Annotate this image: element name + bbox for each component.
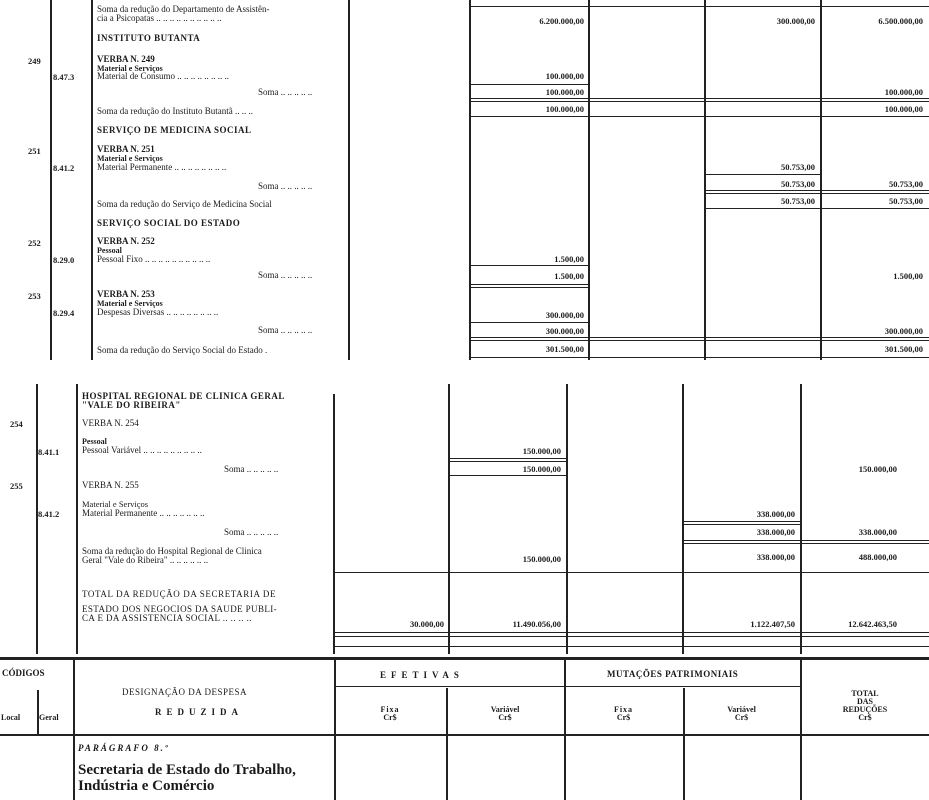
verba-255: VERBA N. 255 xyxy=(82,480,139,490)
geral-8412: 8.41.2 xyxy=(53,163,75,173)
verba-251: VERBA N. 251 xyxy=(97,144,155,154)
social-title: SERVIÇO SOCIAL DO ESTADO xyxy=(97,218,241,228)
total-line1: TOTAL DA REDUÇÃO DA SECRETARIA DE xyxy=(82,589,277,599)
header-variavel-crs: Cr$ xyxy=(498,713,512,722)
header-variavel-mp-crs: Cr$ xyxy=(734,713,749,722)
v-254: 150.000,00 xyxy=(522,446,561,456)
mp-255: 338.000,00 xyxy=(756,509,795,519)
pessoal-252: Pessoal xyxy=(97,246,122,255)
soma-butanta-total: 100.000,00 xyxy=(884,104,923,114)
code-255: 255 xyxy=(10,481,23,491)
header-reduzida: REDUZIDA xyxy=(155,707,244,717)
header-fixa-mp-crs: Cr$ xyxy=(616,713,631,722)
soma-hosp-line1: Soma da redução do Hospital Regional de Clinica xyxy=(82,546,262,556)
soma-251-label: Soma .. .. .. .. .. xyxy=(258,181,313,191)
butanta-title: INSTITUTO BUTANTA xyxy=(97,33,201,43)
total-line3: CA E DA ASSISTENCIA SOCIAL .. .. .. .. xyxy=(82,613,252,623)
header-total-1: TOTAL xyxy=(851,689,879,698)
header-variavel: Variável xyxy=(490,705,520,714)
soma-social: Soma da redução do Serviço Social do Estado . xyxy=(97,345,268,355)
soma-dep-line2: cia a Psicopatas .. .. .. .. .. .. .. .. .. .. xyxy=(97,13,222,23)
verba-253: VERBA N. 253 xyxy=(97,289,155,299)
verba-249: VERBA N. 249 xyxy=(97,54,155,64)
header-total-3: REDUÇÕES xyxy=(842,705,888,714)
soma-hosp-v: 150.000,00 xyxy=(522,554,561,564)
mat-consumo: Material de Consumo .. .. .. .. .. .. .. .. xyxy=(97,71,229,81)
pessoal-fixo: Pessoal Fixo .. .. .. .. .. .. .. .. .. .. xyxy=(97,254,211,264)
soma-hosp-mp: 338.000,00 xyxy=(756,552,795,562)
soma-253-label: Soma .. .. .. .. .. xyxy=(258,325,313,335)
secretaria-title-2: Indústria e Comércio xyxy=(78,778,215,794)
soma-249-label: Soma .. .. .. .. .. xyxy=(258,87,313,97)
geral-8290: 8.29.0 xyxy=(53,255,75,265)
soma-253-v: 300.000,00 xyxy=(545,326,584,336)
soma-251-total: 50.753,00 xyxy=(889,179,923,189)
soma-254-v: 150.000,00 xyxy=(522,464,561,474)
mat-perm-255: Material Permanente .. .. .. .. .. .. .. xyxy=(82,508,205,518)
total-mutacao: 1.122.407,50 xyxy=(750,619,795,629)
geral-8411: 8.41.1 xyxy=(38,447,60,457)
soma-249-v: 100.000,00 xyxy=(545,87,584,97)
header-fixa-crs: Cr$ xyxy=(383,713,397,722)
soma-253-total: 300.000,00 xyxy=(884,326,923,336)
mat-perm-251: Material Permanente .. .. .. .. .. .. .. .. xyxy=(97,162,227,172)
v-252: 1.500,00 xyxy=(554,254,584,264)
soma-255-mp: 338.000,00 xyxy=(756,527,795,537)
header-efetivas: EFETIVAS xyxy=(380,670,464,680)
soma-dep-line1: Soma da redução do Departamento de Assistên- xyxy=(97,4,270,14)
code-251: 251 xyxy=(28,146,41,156)
hosp-title-2: "VALE DO RIBEIRA" xyxy=(82,400,181,410)
pessoal-variavel: Pessoal Variável .. .. .. .. .. .. .. .. .. xyxy=(82,445,202,455)
header-codigos: CÓDIGOS xyxy=(2,668,45,678)
code-252: 252 xyxy=(28,238,41,248)
v-249: 100.000,00 xyxy=(545,71,584,81)
total-total: 12.642.463,50 xyxy=(848,619,897,629)
header-fixa: Fixa xyxy=(380,705,400,714)
code-249: 249 xyxy=(28,56,41,66)
soma-medicina-mp: 50.753,00 xyxy=(781,196,815,206)
soma-hosp-total: 488.000,00 xyxy=(858,552,897,562)
geral-8294: 8.29.4 xyxy=(53,308,75,318)
paragrafo-heading: PARÁGRAFO 8.º xyxy=(78,743,170,753)
total-line2: ESTADO DOS NEGOCIOS DA SAUDE PUBLI- xyxy=(82,604,278,614)
geral-8473: 8.47.3 xyxy=(53,72,75,82)
soma-dep-variavel: 6.200.000,00 xyxy=(539,16,584,26)
header-designacao: DESIGNAÇÃO DA DESPESA xyxy=(122,687,248,697)
soma-dep-mutacao: 300.000,00 xyxy=(776,16,815,26)
mp-251: 50.753,00 xyxy=(781,162,815,172)
mat-serv-249: Material e Serviços xyxy=(97,64,163,73)
mat-serv-251: Material e Serviços xyxy=(97,154,163,163)
mat-serv-253: Material e Serviços xyxy=(97,299,163,308)
header-total-2: DAS xyxy=(856,697,873,706)
header-total-4: Cr$ xyxy=(858,713,872,722)
soma-252-total: 1.500,00 xyxy=(893,271,923,281)
header-geral: Geral xyxy=(39,713,59,722)
soma-252-label: Soma .. .. .. .. .. xyxy=(258,270,313,280)
verba-252: VERBA N. 252 xyxy=(97,236,155,246)
pessoal-254: Pessoal xyxy=(82,437,107,446)
hosp-title-1: HOSPITAL REGIONAL DE CLINICA GERAL xyxy=(82,391,285,401)
soma-social-total: 301.500,00 xyxy=(884,344,923,354)
despesas-diversas: Despesas Diversas .. .. .. .. .. .. .. .. xyxy=(97,307,219,317)
soma-butanta: Soma da redução do Instituto Butantã .. .. .. xyxy=(97,106,253,116)
total-variavel: 11.490.056,00 xyxy=(512,619,561,629)
soma-dep-total: 6.500.000,00 xyxy=(878,16,923,26)
soma-255-total: 338.000,00 xyxy=(858,527,897,537)
soma-social-v: 301.500,00 xyxy=(545,344,584,354)
soma-hosp-line2: Geral "Vale do Ribeira" .. .. .. .. .. .. xyxy=(82,555,209,565)
code-254: 254 xyxy=(10,419,23,429)
soma-255-label: Soma .. .. .. .. .. xyxy=(224,527,279,537)
secretaria-title-1: Secretaria de Estado do Trabalho, xyxy=(78,762,296,778)
soma-medicina: Soma da redução do Serviço de Medicina Social xyxy=(97,199,272,209)
mat-serv-255: Material e Serviços xyxy=(82,499,149,509)
soma-medicina-total: 50.753,00 xyxy=(889,196,923,206)
medicina-title: SERVIÇO DE MEDICINA SOCIAL xyxy=(97,125,252,135)
header-mutacoes: MUTAÇÕES PATRIMONIAIS xyxy=(607,669,739,679)
v-253: 300.000,00 xyxy=(545,310,584,320)
soma-254-total: 150.000,00 xyxy=(858,464,897,474)
soma-252-v: 1.500,00 xyxy=(554,271,584,281)
soma-249-total: 100.000,00 xyxy=(884,87,923,97)
header-variavel-mp: Variável xyxy=(727,705,756,714)
geral-8412-b: 8.41.2 xyxy=(38,509,60,519)
header-fixa-mp: Fixa xyxy=(613,705,634,714)
soma-butanta-v: 100.000,00 xyxy=(545,104,584,114)
header-local: Local xyxy=(1,713,21,722)
total-fixa: 30.000,00 xyxy=(410,619,444,629)
soma-251-mp: 50.753,00 xyxy=(781,179,815,189)
code-253: 253 xyxy=(28,291,41,301)
soma-254-label: Soma .. .. .. .. .. xyxy=(224,464,279,474)
verba-254: VERBA N. 254 xyxy=(82,418,139,428)
